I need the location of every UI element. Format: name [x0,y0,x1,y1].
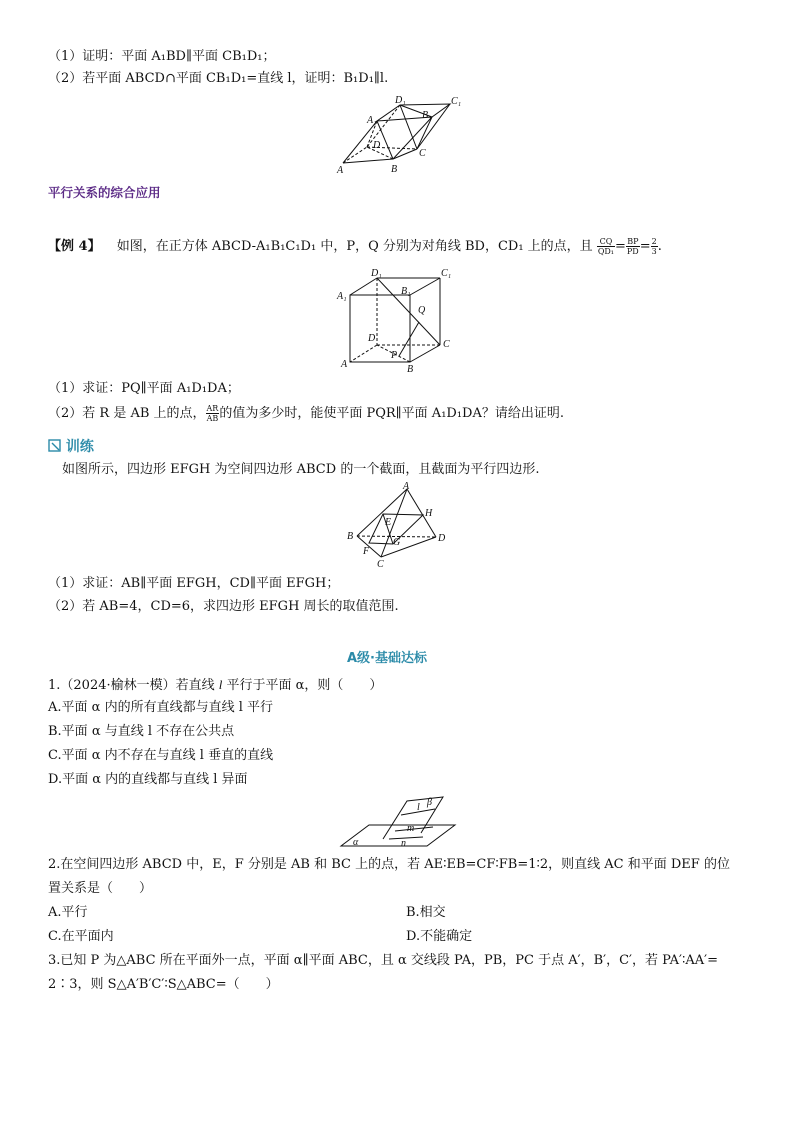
q2-option-c: C.在平面内 [48,929,114,944]
q1-stem: 1.（2024·榆林一模）若直线 l 平行于平面 α，则（ ） [48,677,383,693]
figure-parallelepiped [335,93,465,175]
fig3-label-B: B [347,531,354,542]
fig1-label-B: B [391,164,398,175]
fig3-label-H: H [425,508,433,519]
fig2-label-C: C [443,339,450,350]
q2-option-d: D.不能确定 [406,929,473,944]
figure-cube [335,265,465,375]
training-part2: （2）若 AB=4，CD=6，求四边形 EFGH 周长的取值范围. [48,599,399,614]
q2-stem-line1: 2.在空间四边形 ABCD 中，E，F 分别是 AB 和 BC 上的点，若 AE∶EB=CF∶FB=1∶2，则直线 AC 和平面 DEF 的位 [48,857,730,872]
training-title: 训练 [65,439,94,455]
training-heading [48,438,94,456]
example4-tag: 【例 4】 [48,239,101,254]
fig1-label-C1: C₁ [451,96,462,107]
fig4-label-m: m [407,823,415,834]
fig1-label-A1: A₁ [367,115,377,126]
q3-stem-line1: 3.已知 P 为△ABC 所在平面外一点，平面 α∥平面 ABC，且 α 交线段 PA，PB，PC 于点 A′，B′，C′，若 PA′∶AA′= [48,953,719,968]
figure-planes [337,793,459,849]
level-a-heading: A级·基础达标 [347,651,427,666]
fig2-label-Q: Q [418,305,426,316]
fig2-label-A: A [341,359,348,370]
fig2-label-D1: D₁ [371,268,382,279]
fig4-label-alpha: α [353,837,359,848]
q2-stem-line2: 置关系是（ ） [48,881,153,896]
q1-option-d: D.平面 α 内的直线都与直线 l 异面 [48,772,248,787]
fraction-cq-qd1: $\frac{CQ}{\text{QD₁}}$ [597,237,615,256]
figure-tetrahedron [343,481,453,569]
fig3-label-E: E [385,517,392,528]
fig3-label-F: F [363,546,370,557]
fig1-label-D: D [373,140,381,151]
fig2-label-D: D [368,333,376,344]
fraction-bp-pd: $\frac{BP}{PD}$ [626,237,639,256]
q2-option-a: A.平行 [48,905,88,920]
fig3-label-G: G [393,537,401,548]
example4-part1: （1）求证：PQ∥平面 A₁D₁DA； [48,381,240,396]
q-top-part1: （1）证明：平面 A₁BD∥平面 CB₁D₁； [48,49,276,64]
q2-option-b: B.相交 [406,905,446,920]
example4-stem: 【例 4】 如图，在正方体 ABCD-A₁B₁C₁D₁ 中，P，Q 分别为对角线 BD，CD₁ 上的点，且 $\frac{CQ}{\text{QD₁}}$ = $\frac{BP}{PD}$ = $\frac{2}{3}$ . [48,237,662,256]
fig1-label-A: A [337,165,344,175]
q1-option-c: C.平面 α 内不存在与直线 l 垂直的直线 [48,748,274,763]
q3-stem-line2: 2∶3，则 S△A′B′C′∶S△ABC=（ ） [48,977,279,992]
q1-option-b: B.平面 α 与直线 l 不存在公共点 [48,724,235,739]
q-top-part2: （2）若平面 ABCD∩平面 CB₁D₁=直线 l，证明：B₁D₁∥l. [48,71,389,86]
training-icon [48,439,61,452]
fig2-label-B1: B₁ [401,286,411,297]
fraction-two-thirds: $\frac{2}{3}$ [651,237,657,256]
fig1-label-B1: B₁ [422,110,432,121]
training-part1: （1）求证：AB∥平面 EFGH，CD∥平面 EFGH； [48,576,340,591]
fraction-ar-ab: $\frac{AR}{AB}$ [206,404,219,423]
fig3-label-A: A [403,481,410,492]
fig4-label-n: n [401,838,406,849]
fig2-label-B: B [407,364,414,375]
fig3-label-C: C [377,559,384,569]
fig4-label-beta: β [427,797,432,808]
training-stem: 如图所示，四边形 EFGH 为空间四边形 ABCD 的一个截面，且截面为平行四边形. [62,462,540,477]
fig4-label-l: l [417,802,420,813]
example4-part2: （2）若 R 是 AB 上的点， $\frac{AR}{AB}$ 的值为多少时，能使平面 PQR∥平面 A₁D₁DA？请给出证明. [48,404,564,423]
fig2-label-P: P [391,350,398,361]
fig1-label-D1: D₁ [395,95,406,106]
fig1-label-C: C [419,148,426,159]
fig3-label-D: D [438,533,446,544]
section-title: 平行关系的综合应用 [48,185,161,200]
q1-option-a: A.平面 α 内的所有直线都与直线 l 平行 [48,700,273,715]
fig2-label-A1: A₁ [337,291,347,302]
fig2-label-C1: C₁ [441,268,452,279]
